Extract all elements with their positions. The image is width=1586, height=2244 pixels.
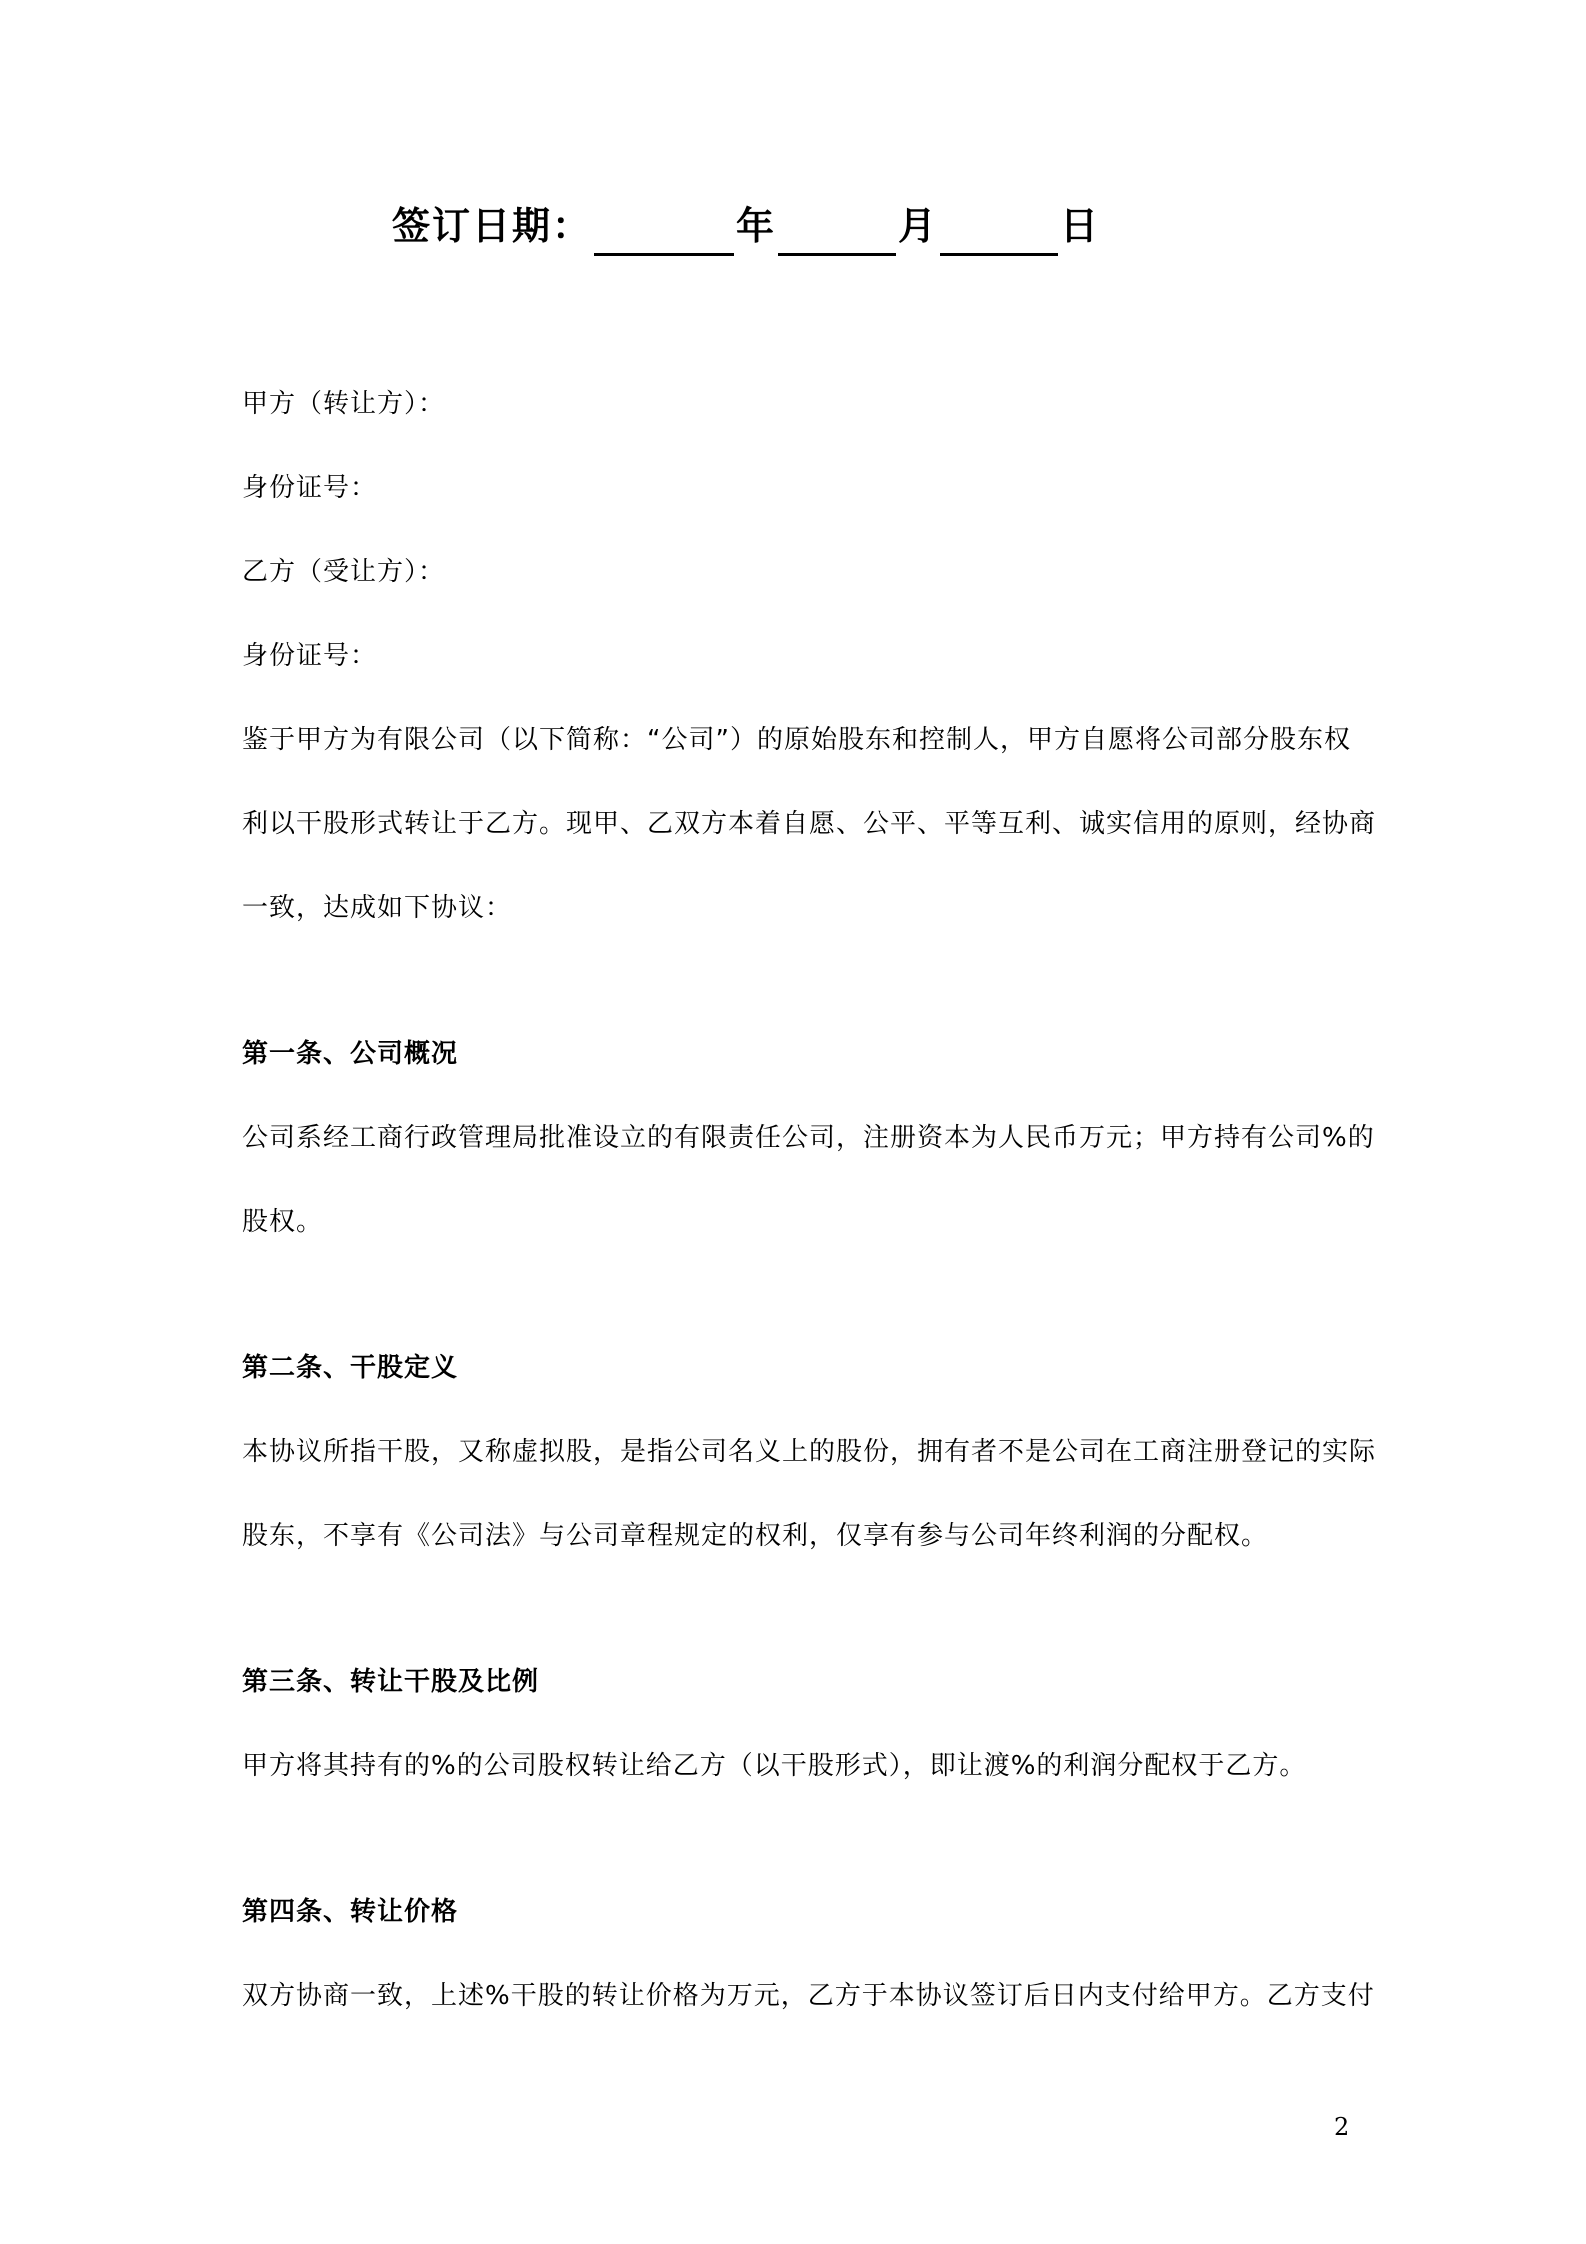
- day-label: 日: [1060, 204, 1101, 248]
- article-text-line: 本协议所指干股，又称虚拟股，是指公司名义上的股份，拥有者不是公司在工商注册登记的实际: [242, 1437, 1377, 1467]
- article-heading: 第四条、转让价格: [242, 1897, 459, 1927]
- year-label: 年: [736, 204, 777, 248]
- year-blank: [594, 209, 734, 256]
- page-number: 2: [1334, 2113, 1350, 2141]
- preamble-line: 一致，达成如下协议：: [242, 893, 513, 923]
- party-b-id-line: 身份证号：: [242, 641, 378, 671]
- month-label: 月: [898, 204, 939, 248]
- article-heading: 第二条、干股定义: [242, 1353, 459, 1383]
- article-heading: 第三条、转让干股及比例: [242, 1667, 540, 1697]
- article-heading: 第一条、公司概况: [242, 1039, 459, 1069]
- article-text-line: 股东，不享有《公司法》与公司章程规定的权利，仅享有参与公司年终利润的分配权。: [242, 1521, 1269, 1551]
- signing-date-label: 签订日期：: [392, 204, 593, 248]
- party-a-id-line: 身份证号：: [242, 473, 378, 503]
- preamble-line: 利以干股形式转让于乙方。现甲、乙双方本着自愿、公平、平等互利、诚实信用的原则，经协商: [242, 809, 1377, 839]
- day-blank: [940, 209, 1058, 256]
- article-text-line: 公司系经工商行政管理局批准设立的有限责任公司，注册资本为人民币万元；甲方持有公司%的: [242, 1123, 1375, 1153]
- preamble-line: 鉴于甲方为有限公司（以下简称：“公司”）的原始股东和控制人，甲方自愿将公司部分股东权: [242, 725, 1351, 755]
- signing-date-line: [392, 196, 1100, 256]
- month-blank: [778, 209, 896, 256]
- party-a-line: 甲方（转让方）：: [242, 389, 446, 419]
- article-text-line: 股权。: [242, 1207, 324, 1237]
- party-b-line: 乙方（受让方）：: [242, 557, 446, 587]
- article-text-line: 双方协商一致，上述%干股的转让价格为万元，乙方于本协议签订后日内支付给甲方。乙方支付: [242, 1981, 1375, 2011]
- article-text-line: 甲方将其持有的%的公司股权转让给乙方（以干股形式），即让渡%的利润分配权于乙方。: [242, 1751, 1307, 1781]
